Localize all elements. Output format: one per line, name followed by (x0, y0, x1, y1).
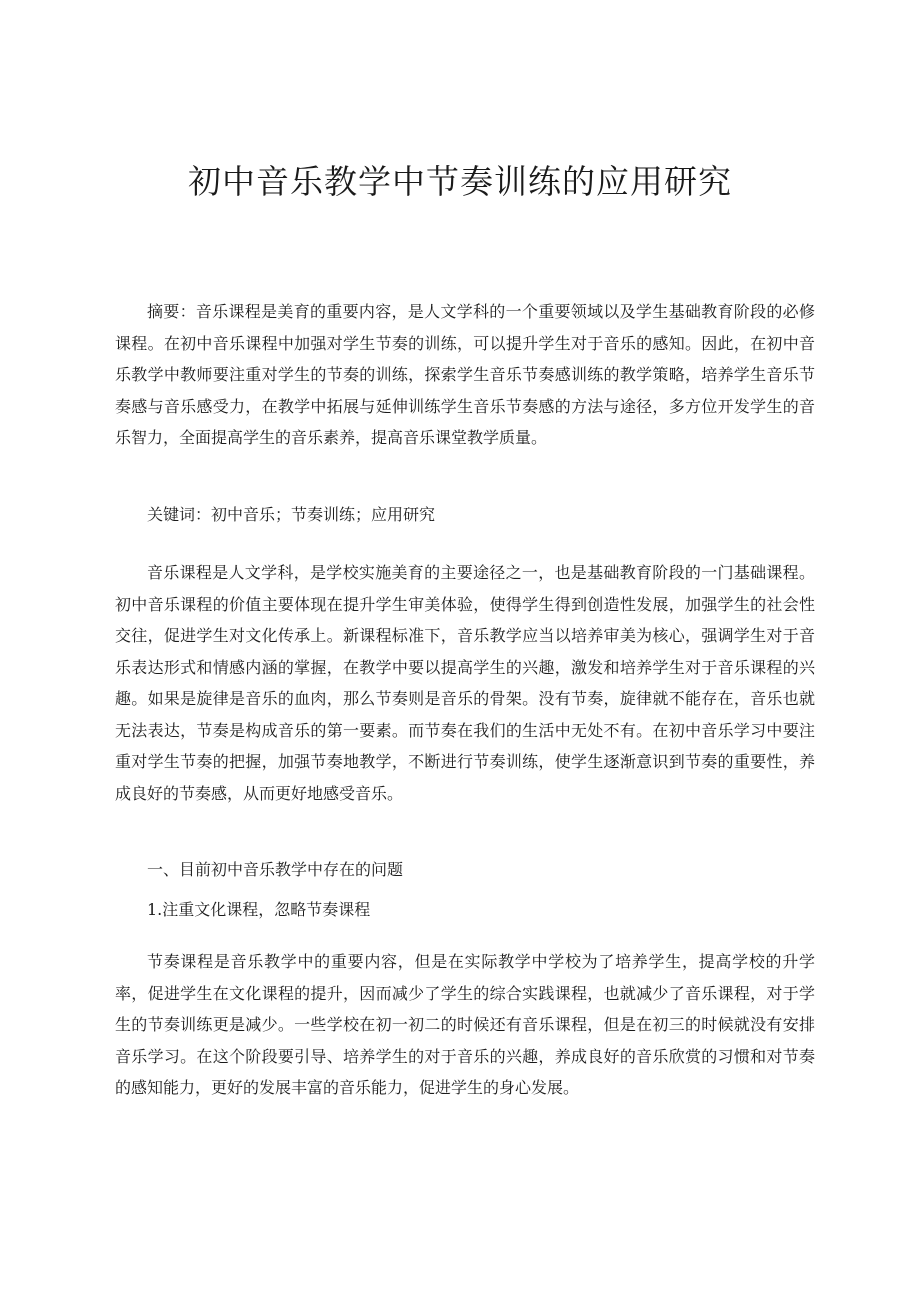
keywords-paragraph (115, 499, 815, 531)
abstract-section (115, 296, 815, 454)
section-heading: 一、目前初中音乐教学中存在的问题 (147, 860, 404, 879)
section-body (115, 946, 815, 1104)
section-paragraph: 节奏课程是音乐教学中的重要内容，但是在实际教学中学校为了培养学生，提高学校的升学率，促进学生在文化课程的提升，因而减少了学生的综合实践课程，也就减少了音乐课程，对于学生的节奏训练更是减少。一些学校在初一初二的时候还有音乐课程，但是在初三的时候就没有安排音乐学习。在这个阶段要引导、培养学生的对于音乐的兴趣，养成良好的音乐欣赏的习惯和对节奏的感知能力，更好的发展丰富的音乐能力，促进学生的身心发展。 (115, 952, 815, 1097)
keywords-label: 关键词： (147, 505, 212, 524)
abstract-paragraph (115, 296, 815, 454)
intro-section (115, 557, 815, 809)
section-heading-block (115, 854, 815, 886)
intro-paragraph: 音乐课程是人文学科，是学校实施美育的主要途径之一，也是基础教育阶段的一门基础课程。初中音乐课程的价值主要体现在提升学生审美体验，使得学生得到创造性发展，加强学生的社会性交往，促进学生对文化传承上。新课程标准下，音乐教学应当以培养审美为核心，强调学生对于音乐表达形式和情感内涵的掌握，在教学中要以提高学生的兴趣，激发和培养学生对于音乐课程的兴趣。如果是旋律是音乐的血肉，那么节奏则是音乐的骨架。没有节奏，旋律就不能存在，音乐也就无法表达，节奏是构成音乐的第一要素。而节奏在我们的生活中无处不有。在初中音乐学习中要注重对学生节奏的把握，加强节奏地教学，不断进行节奏训练，使学生逐渐意识到节奏的重要性，养成良好的节奏感，从而更好地感受音乐。 (115, 563, 815, 803)
abstract-text: 音乐课程是美育的重要内容，是人文学科的一个重要领域以及学生基础教育阶段的必修课程。在初中音乐课程中加强对学生节奏的训练，可以提升学生对于音乐的感知。因此，在初中音乐教学中教师要注重对学生的节奏的训练，探索学生音乐节奏感训练的教学策略，培养学生音乐节奏感与音乐感受力，在教学中拓展与延伸训练学生音乐节奏感的方法与途径，多方位开发学生的音乐智力，全面提高学生的音乐素养，提高音乐课堂教学质量。 (115, 302, 815, 447)
keywords-section (115, 499, 815, 531)
document-title: 初中音乐教学中节奏训练的应用研究 (188, 162, 732, 201)
keywords-text: 初中音乐；节奏训练；应用研究 (211, 505, 436, 524)
subsection-heading-block (115, 894, 815, 926)
subsection-heading: 1.注重文化课程，忽略节奏课程 (147, 900, 371, 919)
abstract-label: 摘要： (147, 302, 196, 321)
